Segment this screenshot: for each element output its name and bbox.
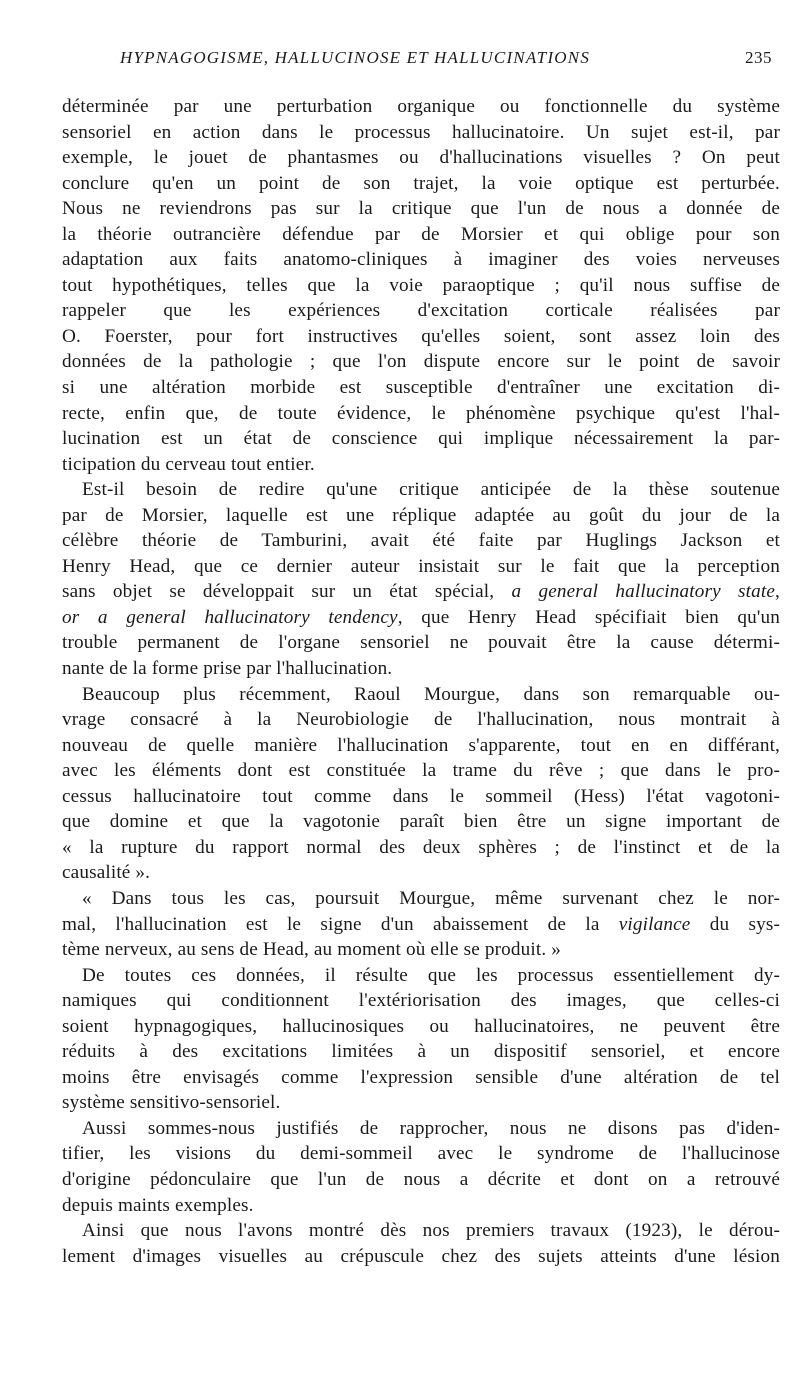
text-line: De toutes ces données, il résulte que les processus essentiellement dy-: [82, 964, 780, 986]
text-line: Henry Head, que ce dernier auteur insistait sur le fait que la perception: [62, 555, 780, 577]
text-segment: , que Henry Head spécifiait bien qu'un: [397, 606, 780, 628]
paragraph: [62, 963, 780, 1116]
text-line: lucination est un état de conscience qui implique nécessairement la par-: [62, 428, 780, 450]
page-header: [62, 48, 780, 76]
text-line: namiques qui conditionnent l'extériorisation des images, que celles-ci: [62, 990, 780, 1012]
body-text: [62, 94, 780, 1269]
text-line: ticipation du cerveau tout entier.: [62, 453, 315, 475]
paragraph: [62, 1116, 780, 1218]
text-segment: mal, l'hallucination est le signe d'un abaissement de la: [62, 913, 619, 935]
text-line: trouble permanent de l'organe sensoriel ne pouvait être la cause détermi-: [62, 632, 780, 654]
text-line: sensoriel en action dans le processus hallucinatoire. Un sujet est-il, par: [62, 121, 780, 143]
paragraph: [62, 94, 780, 477]
text-line: avec les éléments dont est constituée la trame du rêve ; que dans le pro-: [62, 760, 780, 782]
text-line: tifier, les visions du demi-sommeil avec le syndrome de l'hallucinose: [62, 1143, 780, 1165]
italic-phrase: or a general hallucinatory tendency: [62, 606, 398, 628]
text-line: réduits à des excitations limitées à un dispositif sensoriel, et encore: [62, 1041, 780, 1063]
text-line: par de Morsier, laquelle est une réplique adaptée au goût du jour de la: [62, 504, 780, 526]
text-line: Beaucoup plus récemment, Raoul Mourgue, dans son remarquable ou-: [82, 683, 780, 705]
text-line: causalité ».: [62, 862, 151, 884]
text-line: la théorie outrancière défendue par de Morsier et qui oblige pour son: [62, 223, 780, 245]
text-line: données de la pathologie ; que l'on dispute encore sur le point de savoir: [62, 351, 780, 373]
text-line: que domine et que la vagotonie paraît bien être un signe important de: [62, 811, 780, 833]
text-line: moins être envisagés comme l'expression sensible d'une altération de tel: [62, 1066, 780, 1088]
text-segment: du sys-: [690, 913, 780, 935]
text-line: O. Foerster, pour fort instructives qu'elles soient, sont assez loin des: [62, 325, 780, 347]
text-line: Ainsi que nous l'avons montré dès nos premiers travaux (1923), le dérou-: [82, 1220, 780, 1242]
text-segment: ,: [775, 581, 780, 603]
text-line: tème nerveux, au sens de Head, au moment où elle se produit. »: [62, 939, 561, 961]
paragraph: [62, 477, 780, 681]
text-line: système sensitivo-sensoriel.: [62, 1092, 281, 1114]
text-line: déterminée par une perturbation organique ou fonctionnelle du système: [62, 96, 780, 117]
paragraph: [62, 886, 780, 963]
text-line: d'origine pédonculaire que l'un de nous a décrite et dont on a retrouvé: [62, 1168, 780, 1190]
text-line: conclure qu'en un point de son trajet, la voie optique est perturbée.: [62, 172, 780, 194]
text-line: célèbre théorie de Tamburini, avait été faite par Huglings Jackson et: [62, 530, 780, 552]
text-line: depuis maints exemples.: [62, 1194, 254, 1216]
text-line: Aussi sommes-nous justifiés de rapprocher, nous ne disons pas d'iden-: [82, 1117, 780, 1139]
italic-phrase: a general hallucinatory state: [511, 581, 776, 603]
text-line: lement d'images visuelles au crépuscule chez des sujets atteints d'une lésion: [62, 1245, 780, 1267]
paragraph: [62, 682, 780, 886]
text-line: soient hypnagogiques, hallucinosiques ou hallucinatoires, ne peuvent être: [62, 1015, 780, 1037]
text-segment: sans objet se développait sur un état spécial,: [62, 581, 512, 603]
text-line: recte, enfin que, de toute évidence, le phénomène psychique qu'est l'hal-: [62, 402, 780, 424]
page-number: 235: [745, 48, 772, 67]
text-line: cessus hallucinatoire tout comme dans le sommeil (Hess) l'état vagotoni-: [62, 785, 780, 807]
text-line: Nous ne reviendrons pas sur la critique que l'un de nous a donnée de: [62, 198, 780, 220]
text-line: si une altération morbide est susceptible d'entraîner une excitation di-: [62, 377, 780, 399]
text-line: tout hypothétiques, telles que la voie paraoptique ; qu'il nous suffise de: [62, 274, 780, 296]
text-line: exemple, le jouet de phantasmes ou d'hallucinations visuelles ? On peut: [62, 147, 780, 169]
text-line: adaptation aux faits anatomo-cliniques à imaginer des voies nerveuses: [62, 249, 780, 271]
text-line: nante de la forme prise par l'hallucination.: [62, 658, 393, 680]
text-line: « Dans tous les cas, poursuit Mourgue, même survenant chez le nor-: [82, 887, 780, 909]
text-line: rappeler que les expériences d'excitation corticale réalisées par: [62, 300, 780, 322]
text-line: « la rupture du rapport normal des deux sphères ; de l'instinct et de la: [62, 836, 780, 858]
text-line: nouveau de quelle manière l'hallucination s'apparente, tout en en différant,: [62, 734, 780, 756]
text-line: vrage consacré à la Neurobiologie de l'hallucination, nous montrait à: [62, 709, 780, 731]
text-line: [62, 605, 780, 631]
paragraph: [62, 1218, 780, 1269]
running-title: HYPNAGOGISME, HALLUCINOSE ET HALLUCINATIONS: [120, 48, 591, 67]
text-line: Est-il besoin de redire qu'une critique anticipée de la thèse soutenue: [82, 479, 780, 501]
text-line: [62, 912, 780, 938]
text-line: [62, 579, 780, 605]
italic-phrase: vigilance: [618, 913, 691, 935]
